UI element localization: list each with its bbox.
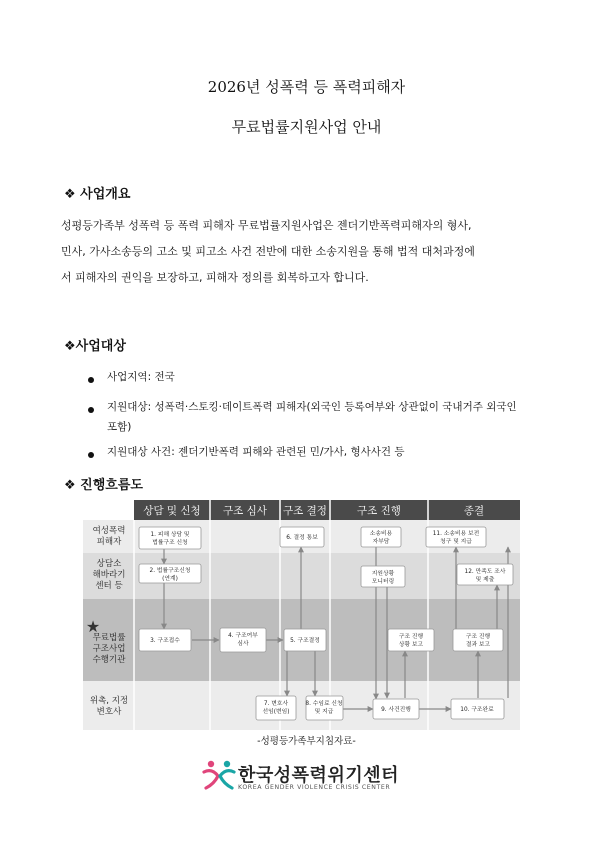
column-header-review: 구조 심사 (223, 505, 267, 517)
target-heading: ❖사업대상 (64, 339, 126, 354)
logo-mark (202, 758, 238, 792)
box-2-text: 2. 법률구조신청 (연계) (149, 568, 191, 582)
logo-dot-pink (208, 761, 214, 767)
flow-chart (83, 500, 520, 730)
flow-heading: ❖ 진행흐름도 (64, 478, 143, 493)
target-item-region: 사업지역: 전국 (107, 371, 175, 383)
document-title-line1: 2026년 성폭력 등 폭력피해자 (207, 78, 406, 96)
star-icon: ★ (85, 617, 101, 636)
bullet-dot (88, 377, 94, 383)
column-header-progress: 구조 진행 (357, 505, 401, 517)
logo-english-name: KOREA GENDER VIOLENCE CRISIS CENTER (238, 784, 391, 791)
logo-figure-pink (204, 771, 218, 788)
box-8-fee (306, 696, 343, 720)
column-header-application: 상담 및 신청 (143, 505, 201, 517)
box-4-text: 4. 구조여부 심사 (228, 633, 258, 647)
row-label-lawyer: 위촉, 지정 변호사 (89, 696, 129, 717)
logo-name: 한국성폭력위기센터 (238, 765, 399, 786)
overview-heading: ❖ 사업개요 (64, 187, 131, 202)
bullet-dot (88, 452, 94, 458)
overview-paragraph (61, 213, 551, 291)
box-progress-report-text: 구조 진행 상황 보고 (398, 634, 424, 648)
box-monitoring-text: 지원상황 모니터링 (371, 571, 395, 585)
box-3-text: 3. 구조접수 (150, 638, 180, 644)
bullet-dot (88, 407, 94, 413)
row-label-victim: 여성폭력 피해자 (92, 526, 126, 547)
box-6-text: 6. 결정 통보 (286, 535, 318, 541)
overview-line: 민사, 가사소송등의 고소 및 피고소 사건 전반에 대한 소송지원을 통해 법적 대처과정에 (61, 245, 475, 258)
box-8-text: 8. 수임료 신청 및 지급 (305, 701, 343, 715)
box-9-text: 9. 사건진행 (381, 707, 411, 713)
row-label-agency: 무료법률 구조사업 수행기관 (92, 633, 126, 665)
document-title-line2: 무료법률지원사업 안내 (231, 118, 382, 136)
column-header-decision: 구조 결정 (283, 505, 327, 517)
target-item-line: 지원대상: 성폭력·스토킹·데이트폭력 피해자(외국인 등록여부와 상관없이 국내거주 외국인 (107, 401, 517, 413)
box-result-report-text: 구조 진행 결과 보고 (465, 634, 491, 648)
box-12-text: 12. 만족도 조사 및 제출 (464, 569, 506, 583)
logo-dot-teal (224, 761, 230, 767)
column-header-closing: 종결 (463, 505, 485, 517)
box-10-text: 10. 구조완료 (460, 707, 494, 713)
box-7-text: 7. 변호사 선임(변임) (262, 701, 290, 715)
row-label-counseling: 상담소 해바라기 센터 등 (92, 559, 126, 591)
box-4-review (220, 628, 266, 652)
overview-line: 성평등가족부 성폭력 등 폭력 피해자 무료법률지원사업은 젠더기반폭력피해자의 형사, (61, 219, 472, 232)
box-7-lawyer (256, 696, 296, 720)
target-item-cases: 지원대상 사건: 젠더기반폭력 피해와 관련된 민/가사, 형사사건 등 (107, 446, 405, 458)
box-1-text: 1. 피해 상담 및 법률구조 신청 (150, 532, 190, 546)
flow-source-note: -성평등가족부지침자료- (257, 736, 356, 747)
box-5-text: 5. 구조결정 (290, 638, 320, 644)
overview-line: 서 피해자의 권익을 보장하고, 피해자 정의를 회복하고자 합니다. (61, 271, 369, 284)
box-selfpay-text: 소송비용 자부담 (369, 531, 393, 545)
logo-figure-teal (220, 771, 234, 788)
box-11-text: 11. 소송비용 보전 청구 및 지급 (432, 531, 480, 545)
target-item-line: 포함) (107, 421, 132, 433)
target-item-eligibility (107, 397, 552, 437)
